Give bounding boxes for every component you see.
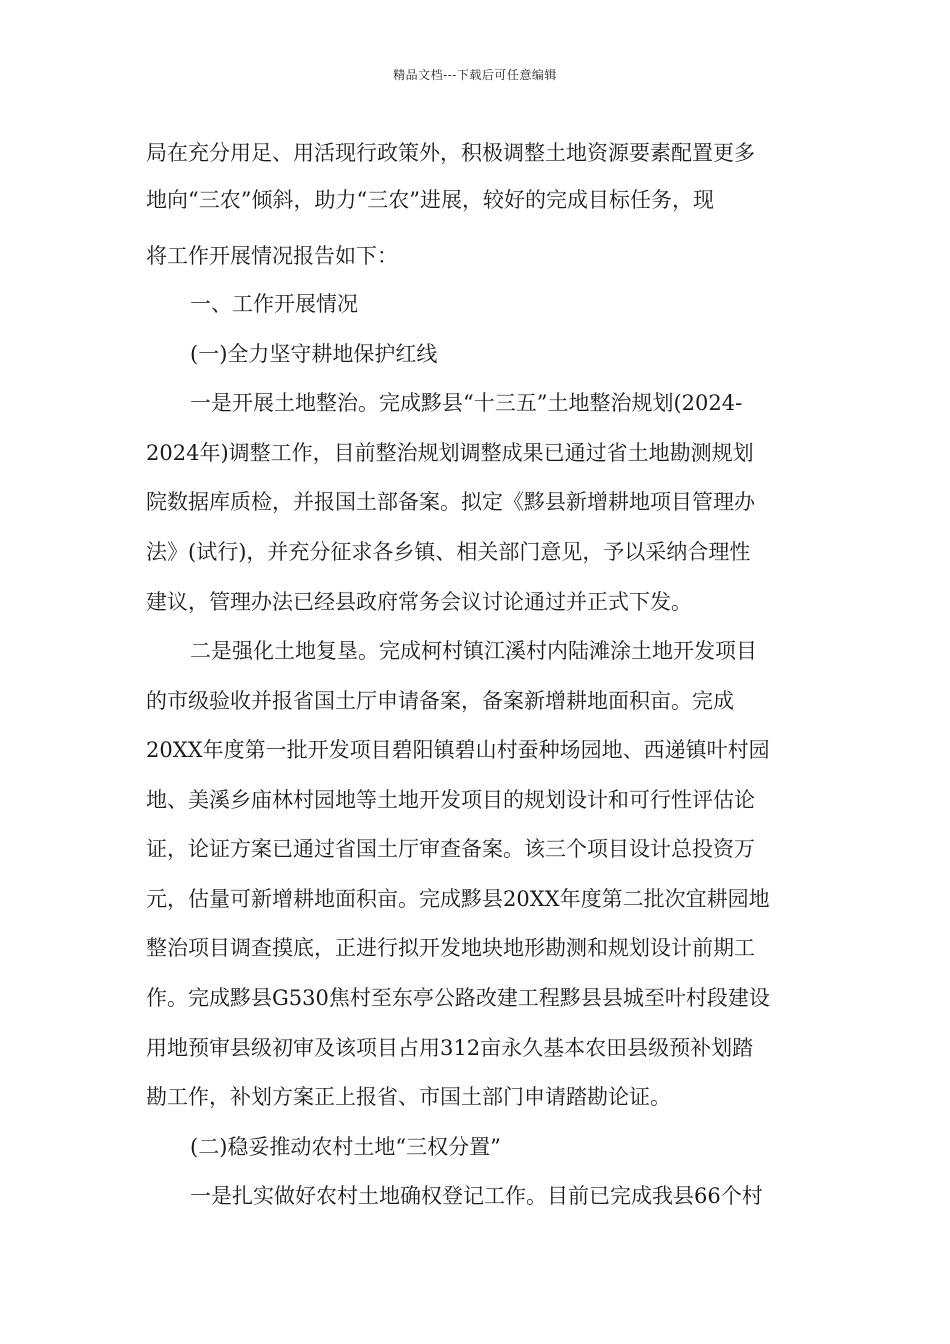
paragraph-line: 建议，管理办法已经县政府常务会议讨论通过并正式下发。 bbox=[146, 590, 692, 614]
paragraph-line: 的市级验收并报省国土厅申请备案，备案新增耕地面积亩。完成 bbox=[146, 689, 734, 713]
paragraph-line: 2024年)调整工作，目前整治规划调整成果已通过省土地勘测规划 bbox=[146, 441, 754, 465]
paragraph-line: 地、美溪乡庙林村园地等土地开发项目的规划设计和可行性评估论 bbox=[146, 788, 755, 812]
paragraph-line: 局在充分用足、用活现行政策外，积极调整土地资源要素配置更多 bbox=[146, 141, 755, 165]
section-heading: 一、工作开展情况 bbox=[190, 292, 358, 316]
paragraph-line: 用地预审县级初审及该项目占用312亩永久基本农田县级预补划踏 bbox=[146, 1036, 754, 1060]
paragraph-line: 整治项目调查摸底，正进行拟开发地块地形勘测和规划设计前期工 bbox=[146, 936, 755, 960]
paragraph-line: 法》(试行)，并充分征求各乡镇、相关部门意见，予以采纳合理性 bbox=[146, 540, 751, 564]
paragraph-line: 一是开展土地整治。完成黟县“十三五”土地整治规划(2024- bbox=[190, 391, 743, 415]
paragraph-line: 20XX年度第一批开发项目碧阳镇碧山村蚕种场园地、西递镇叶村园 bbox=[146, 738, 770, 762]
page-header-note: 精品文档---下载后可任意编辑 bbox=[393, 68, 557, 82]
paragraph-line: 将工作开展情况报告如下： bbox=[146, 244, 398, 268]
subsection-heading: (一)全力坚守耕地保护红线 bbox=[190, 342, 438, 366]
paragraph-line: 二是强化土地复垦。完成柯村镇江溪村内陆滩涂土地开发项目 bbox=[190, 639, 757, 663]
paragraph-line: 元，估量可新增耕地面积亩。完成黟县20XX年度第二批次宜耕园地 bbox=[146, 887, 770, 911]
paragraph-line: 院数据库质检，并报国土部备案。拟定《黟县新增耕地项目管理办 bbox=[146, 490, 755, 514]
paragraph-line: 证，论证方案已通过省国土厅审查备案。该三个项目设计总投资万 bbox=[146, 837, 755, 861]
paragraph-line: 作。完成黟县G530焦村至东亭公路改建工程黟县县城至叶村段建设 bbox=[146, 986, 770, 1010]
subsection-heading: (二)稳妥推动农村土地“三权分置” bbox=[190, 1135, 501, 1159]
paragraph-line: 一是扎实做好农村土地确权登记工作。目前已完成我县66个村 bbox=[190, 1184, 763, 1208]
paragraph-line: 地向“三农”倾斜，助力“三农”进展，较好的完成目标任务，现 bbox=[146, 188, 714, 212]
paragraph-line: 勘工作，补划方案正上报省、市国土部门申请踏勘论证。 bbox=[146, 1085, 671, 1109]
